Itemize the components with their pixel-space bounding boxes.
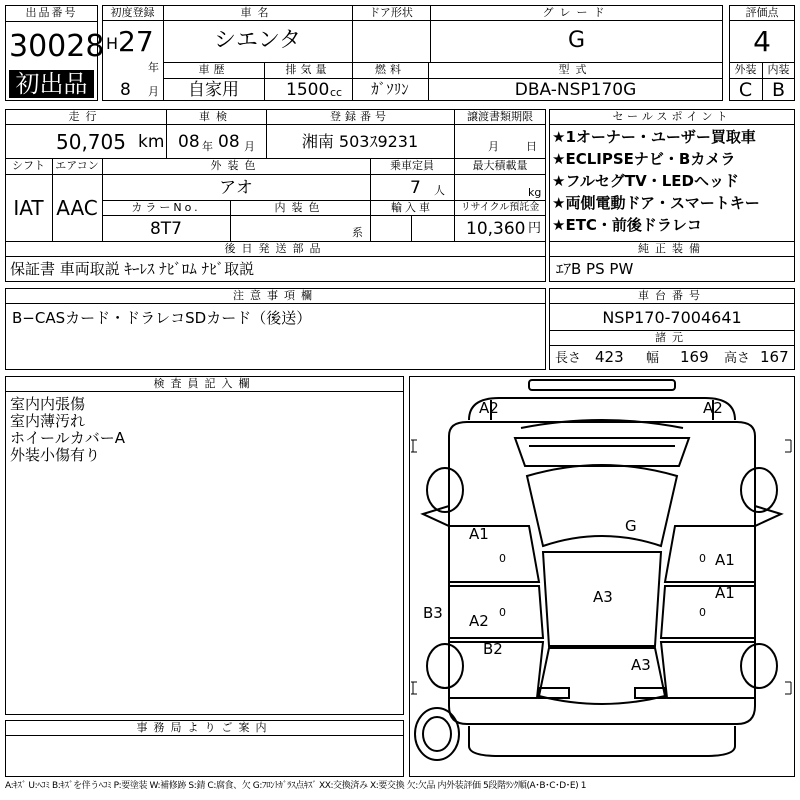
first-reg-year-unit: 年 [148,61,159,74]
transfer-month-unit: 月 [488,140,499,153]
equipment-value: ｴｱB PS PW [556,260,634,278]
mark-a1-left: A1 [469,525,489,543]
later-parts-label: 後日発送部品 [224,242,327,255]
mark-zero-right: 0 [699,552,706,565]
registration-value: 湘南 503ｽ9231 [301,132,419,151]
capacity-label: 乗車定員 [390,159,434,172]
later-parts-value: 保証書 車両取説 ｷｰﾚｽ ﾅﾋﾞﾛﾑ ﾅﾋﾞ取説 [10,260,255,278]
dimensions-label: 諸元 [655,331,689,344]
inspector-line-2: 室内薄汚れ [10,412,86,430]
width-value: 169 [680,348,709,366]
exterior-rating-value: C [738,79,753,101]
recycle-value: 10,360 [466,219,526,239]
score-value: 4 [753,25,771,58]
notes-label: 注意事項欄 [233,289,318,302]
sales-point-3: ★フルセグTV・LEDヘッド [552,172,739,190]
aircon-value: AAC [56,196,98,220]
inspection-month: 08 [218,132,240,152]
inspector-line-4: 外装小傷有り [10,446,101,464]
mark-b2: B2 [483,640,503,658]
first-reg-year: 27 [118,25,154,58]
first-reg-label: 初度登録 [110,6,155,19]
mark-a3-lower: A3 [631,656,651,674]
grade-value: G [567,28,586,53]
door-label: ドア形状 [369,6,413,19]
registration-label: 登録番号 [330,110,390,123]
transfer-day-unit: 日 [526,140,537,153]
mark-a2-left-lower: A2 [469,612,489,630]
displacement-label: 排気量 [285,63,331,76]
transfer-label: 譲渡書類期限 [467,110,533,123]
mileage-value: 50,705 [56,130,126,154]
inspector-label: 検査員記入欄 [153,377,256,390]
first-reg-month-unit: 月 [148,85,159,98]
recycle-unit: 円 [528,221,542,236]
displacement-value: 1500 [286,80,330,100]
max-load-label: 最大積載量 [472,159,528,172]
mark-a2-right: A2 [703,399,723,417]
ext-color-label: 外装色 [210,159,262,172]
int-color-label: 内装色 [274,201,326,214]
mark-b3: B3 [423,604,443,622]
length-value: 423 [595,348,624,366]
mileage-unit: km [138,132,165,152]
mark-zero-left-lower: 0 [499,606,506,619]
color-no-value: 8T7 [149,219,183,239]
car-damage-diagram [409,376,795,777]
aircon-label: エアコン [55,159,99,172]
color-no-label: カラーNo. [131,201,201,214]
chassis-label: 車台番号 [638,289,706,302]
import-label: 輸入車 [391,201,433,214]
car-name-value: シエンタ [213,28,302,53]
inspection-label: 車検 [199,110,233,123]
capacity-value: 7 [410,178,421,198]
notes-value: B−CASカード・ドラレコSDカード（後送） [12,309,312,327]
inspector-line-3: ホイールカバーA [10,429,125,447]
inspection-year: 08 [178,132,200,152]
fuel-value: ｶﾞｿﾘﾝ [371,80,409,98]
history-value: 自家用 [188,80,239,100]
first-listing-badge: 初出品 [9,70,94,98]
shift-value: IAT [13,196,44,220]
first-reg-era: H [106,34,119,53]
interior-rating-label: 内装 [767,63,790,76]
inspector-line-1: 室内内張傷 [10,395,86,413]
displacement-unit: cc [330,86,343,99]
history-label: 車歴 [198,63,229,76]
height-value: 167 [760,348,789,366]
length-label: 長さ [555,351,582,366]
fuel-label: 燃料 [375,63,405,76]
mark-zero-left: 0 [499,552,506,565]
capacity-unit: 人 [434,184,445,197]
mark-a2-left: A2 [479,399,499,417]
chassis-value: NSP170-7004641 [602,308,742,327]
model-value: DBA-NSP170G [514,80,637,100]
inspection-month-unit: 月 [244,140,255,153]
sales-point-4: ★両側電動ドア・スマートキー [552,194,760,212]
office-label: 事務局よりご案内 [136,721,273,734]
sales-point-5: ★ETC・前後ドラレコ [552,216,702,234]
max-load-unit: kg [528,186,542,199]
lot-label: 出品番号 [25,6,78,19]
legend-text: A:ｷｽﾞ U:ﾍｺﾐ B:ｷｽﾞを伴うﾍｺﾐ P:要塗装 W:補修跡 S:錆 C:腐食、欠 G:ﾌﾛﾝﾄｶﾞﾗｽ点ｷｽﾞ XX:交換済み X:要交換 欠:欠品 内外装評価 5段階ﾗﾝｸ順(A･B･C･D･E) 1 [5,781,587,791]
height-label: 高さ [724,351,751,366]
sales-points-label: セールスポイント [612,110,732,123]
mark-zero-right-lower: 0 [699,606,706,619]
recycle-label: リサイクル預託金 [460,202,540,213]
mark-a1-right-lower: A1 [715,584,735,602]
ext-color-value: アオ [219,178,253,198]
interior-rating-value: B [771,79,786,101]
score-label: 評価点 [745,6,779,19]
inspection-year-unit: 年 [202,140,213,153]
sales-point-1: ★1オーナー・ユーザー買取車 [552,128,756,146]
lot-number: 30028 [9,29,105,64]
mark-a3-center: A3 [593,588,613,606]
model-label: 型式 [558,63,593,76]
width-label: 幅 [646,351,660,366]
mileage-label: 走行 [68,110,103,123]
sales-point-2: ★ECLIPSEナビ・Bカメラ [552,150,736,168]
shift-label: シフト [12,159,45,172]
car-name-label: 車名 [240,6,275,19]
equipment-label: 純正装備 [638,242,706,255]
lot-box [5,5,105,101]
int-color-unit: 系 [352,226,363,239]
exterior-rating-label: 外装 [734,63,757,76]
grade-label: グレード [542,6,611,19]
mark-g: G [625,517,637,535]
mark-a1-right-upper: A1 [715,551,735,569]
first-reg-month: 8 [120,80,131,100]
